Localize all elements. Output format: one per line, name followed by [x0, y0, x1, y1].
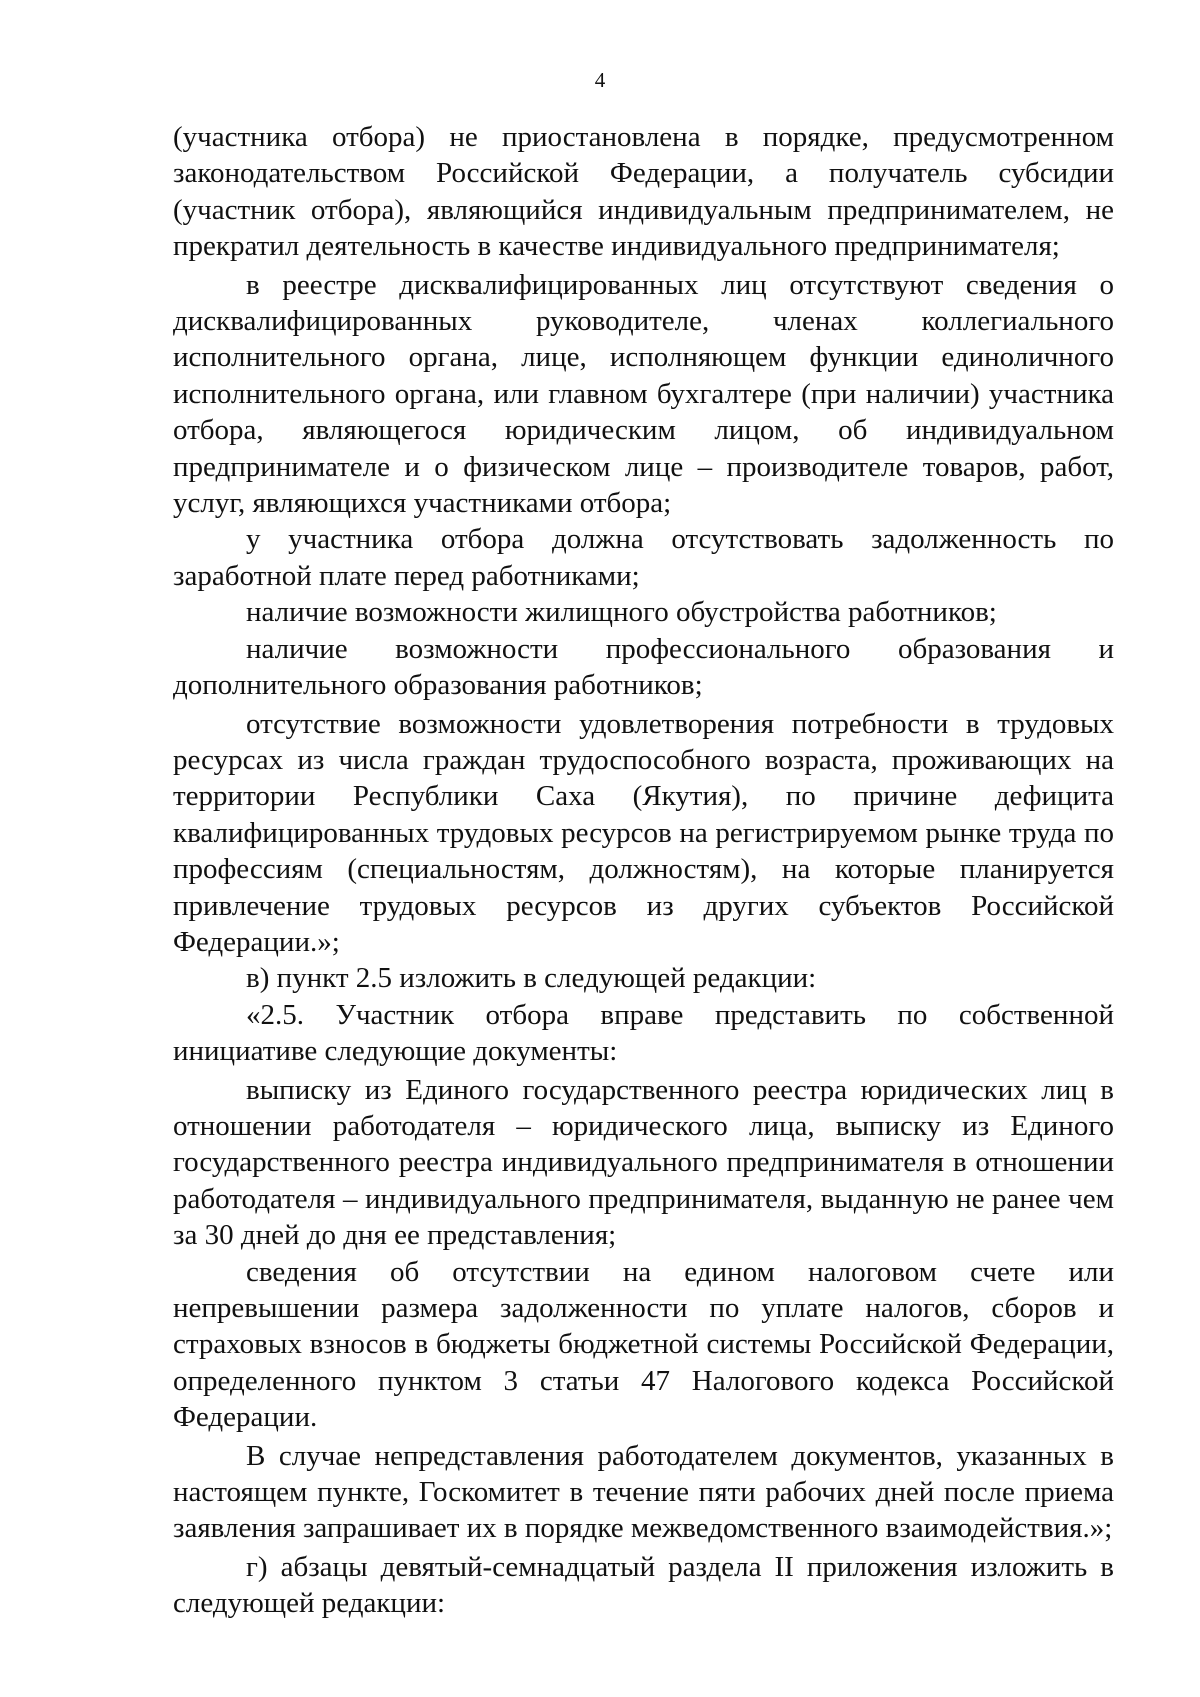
paragraph-10: сведения об отсутствии на едином налоговом счете или непревышении размера задолженности по уплате налогов, сборов и страховых взносов в бюджеты бюджетной системы Российской Федерации, определенного пунктом 3 статьи 47 Налогового кодекса Российской Федерации. — [173, 1255, 1114, 1434]
document-body — [173, 119, 1114, 1622]
paragraph-3: у участника отбора должна отсутствовать задолженность по заработной плате перед работниками; — [173, 523, 1114, 592]
paragraph-5: наличие возможности профессионального образования и дополнительного образования работников; — [173, 632, 1114, 702]
paragraph-8: «2.5. Участник отбора вправе представить по собственной инициативе следующие документы: — [173, 998, 1114, 1068]
paragraph-2: в реестре дисквалифицированных лиц отсутствуют сведения о дисквалифицированных руководителе, членах коллегиального исполнительного органа, лице, исполняющем функции единоличного исполнительного органа, или главном бухгалтере (при наличии) участника отбора, являющегося юридическим лицом, об индивидуальном предпринимателе и о физическом лице – производителе товаров, работ, услуг, являющихся участниками отбора; — [173, 268, 1114, 520]
paragraph-6: отсутствие возможности удовлетворения потребности в трудовых ресурсах из числа граждан трудоспособного возраста, проживающих на территории Республики Саха (Якутия), по причине дефицита квалифицированных трудовых ресурсов на регистрируемом рынке труда по профессиям (специальностям, должностям), на которые планируется привлечение трудовых ресурсов из других субъектов Российской Федерации.»; — [173, 707, 1114, 958]
paragraph-1: (участника отбора) не приостановлена в порядке, предусмотренном законодательством Российской Федерации, а получатель субсидии (участник отбора), являющийся индивидуальным предпринимателем, не прекратил деятельность в качестве индивидуального предпринимателя; — [173, 121, 1114, 263]
paragraph-12: г) абзацы девятый-семнадцатый раздела II приложения изложить в следующей редакции: — [173, 1550, 1114, 1620]
paragraph-7: в) пункт 2.5 изложить в следующей редакции: — [246, 962, 817, 995]
page-number: 4 — [594, 68, 606, 92]
paragraph-11: В случае непредставления работодателем документов, указанных в настоящем пункте, Госкомитет в течение пяти рабочих дней после приема заявления запрашивает их в порядке межведомственного взаимодействия.»; — [173, 1439, 1114, 1545]
paragraph-4: наличие возможности жилищного обустройства работников; — [246, 596, 997, 629]
paragraph-9: выписку из Единого государственного реестра юридических лиц в отношении работодателя – юридического лица, выписку из Единого государственного реестра индивидуального предпринимателя в отношении работодателя – индивидуального предпринимателя, выданную не ранее чем за 30 дней до дня ее представления; — [173, 1073, 1114, 1252]
